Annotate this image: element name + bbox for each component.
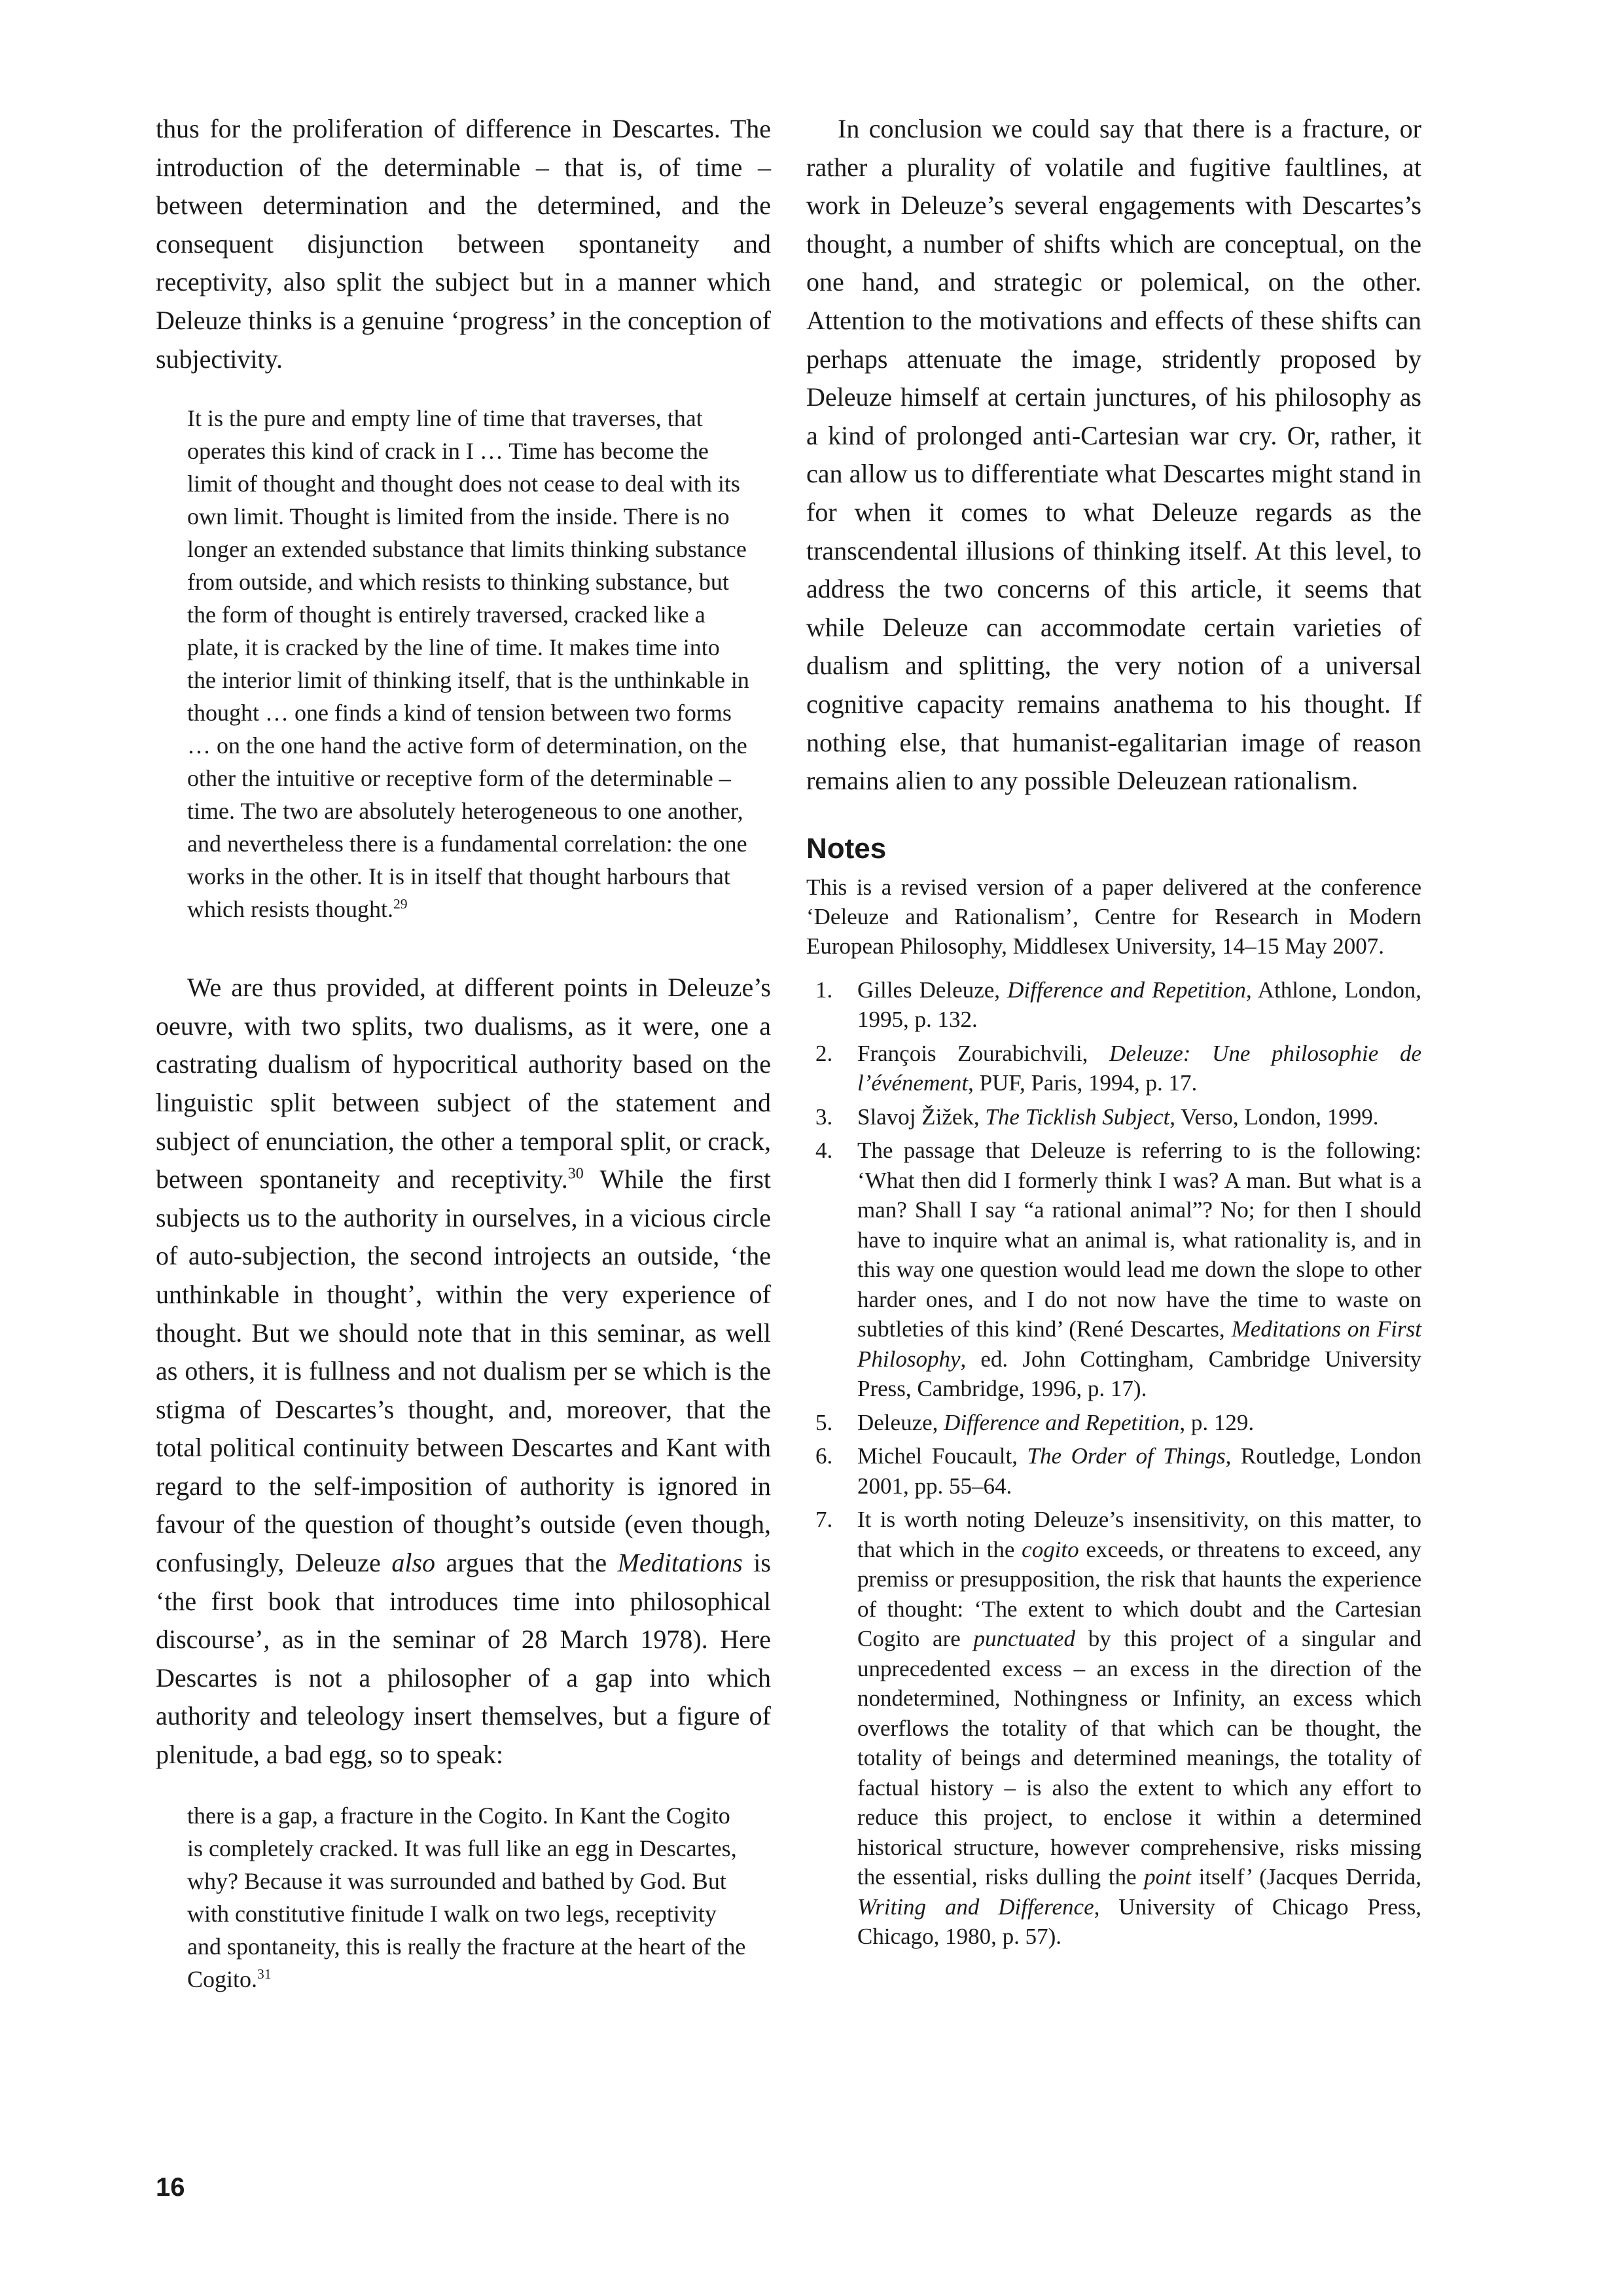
note-number: 3. <box>815 1103 833 1130</box>
note-text: It is worth noting Deleuze’s insensitivity, on this matter, to that which in the <box>857 1507 1421 1562</box>
conclusion-paragraph: In conclusion we could say that there is a fracture, or rather a plurality of volatile and fugitive faultlines, at work in Deleuze’s several engagements with Descartes’s thought, a number of shifts which are conceptual, on the one hand, and strategic or polemical, on the other. Attention to the motivations and effects of these shifts can perhaps attenuate the image, stridently proposed by Deleuze himself at certain junctures, of his philosophy as a kind of prolonged anti-Cartesian war cry. Or, rather, it can allow us to differentiate what Descartes might stand in for when it comes to what Deleuze regards as the transcendental illusions of thinking itself. At this level, to address the two concerns of this article, it seems that while Deleuze can accommodate certain varieties of dualism and splitting, the very notion of a universal cognitive capacity remains anathema to his thought. If nothing else, that humanist-egalitarian image of reason remains alien to any possible Deleuzean rationalism. <box>806 114 1421 796</box>
note-number: 1. <box>815 977 833 1003</box>
note-number: 7. <box>815 1507 833 1533</box>
note-text: , Verso, London, 1999. <box>1169 1103 1379 1130</box>
emphasis: point <box>1144 1864 1192 1890</box>
note-text: , Athlone, London, 1995, p. 132. <box>857 977 1421 1033</box>
notes-list <box>806 975 1421 1952</box>
note-item <box>806 1441 1421 1501</box>
emphasis: cogito <box>1022 1536 1079 1562</box>
book-title: Deleuze: Une philosophie de l’événement <box>857 1040 1421 1096</box>
note-text: Slavoj Žižek, <box>857 1103 986 1130</box>
footnote-ref[interactable]: 30 <box>567 1165 584 1183</box>
note-text: Gilles Deleuze, <box>857 977 1008 1003</box>
body-paragraph <box>156 969 771 1774</box>
note-text: François Zourabichvili, <box>857 1040 1110 1066</box>
note-number: 4. <box>815 1138 833 1164</box>
book-title: The Order of Things <box>1027 1443 1226 1469</box>
note-item <box>806 975 1421 1035</box>
note-text: exceeds, or threatens to exceed, any premiss or presupposition, the risk that haunts the experience of thought: ‘The extent to which doubt and the Cartesian Cogito are <box>857 1536 1421 1652</box>
notes-heading: Notes <box>806 832 887 865</box>
note-text: , PUF, Paris, 1994, p. 17. <box>968 1070 1198 1096</box>
book-title: Difference and Repetition <box>1007 977 1246 1003</box>
note-number: 5. <box>815 1409 833 1435</box>
note-item <box>806 1505 1421 1952</box>
book-title: Meditations <box>617 1548 743 1578</box>
note-text: by this project of a singular and unprecedented excess – an excess in the direction of the nondetermined, Nothingness or Infinity, an excess which overflows the totality of that which can be thought, the totality of beings and determined meanings, the totality of factual history – is also the extent to which any effort to reduce this project, to enclose it within a determined historical structure, however comprehensive, risks missing the essential, risks dulling the <box>857 1626 1421 1890</box>
paragraph-text: While the first subjects us to the authority in ourselves, in a vicious circle of auto-subjection, the second introjects an outside, ‘the unthinkable in thought’, within the very experience of thought. But we should note that in this seminar, as well as others, it is fullness and not dualism per se which is the stigma of Descartes’s thought, and, moreover, that the total political continuity between Descartes and Kant with regard to the self-imposition of authority is ignored in favour of the question of thought’s outside (even though, confusingly, Deleuze <box>156 1164 771 1578</box>
quote-text: there is a gap, a fracture in the Cogito. In Kant the Cogito is completely cracked. It was full like an egg in Descartes, why? Because it was surrounded and bathed by God. But with constitutive finitude I walk on two legs, receptivity and spontaneity, this is really the fracture at the heart of the Cogito. <box>187 1802 746 1992</box>
book-title: Writing and Difference <box>857 1893 1094 1920</box>
note-item <box>806 1039 1421 1098</box>
block-quote <box>156 402 750 925</box>
emphasis: also <box>391 1548 436 1578</box>
left-column <box>156 110 771 1996</box>
note-text: , p. 129. <box>1179 1409 1255 1435</box>
block-quote <box>156 1799 750 1996</box>
quote-text: It is the pure and empty line of time that traverses, that operates this kind of crack in I … Time has become the limit of thought and thought does not cease to deal with its own limit. Thought is limited from the inside. There is no longer an extended substance that limits thinking substance from outside, and which resists to thinking substance, but the form of thought is entirely traversed, cracked like a plate, it is cracked by the line of time. It makes time into the interior limit of thinking itself, that is the unthinkable in thought … one finds a kind of tension between two forms … on the one hand the active form of determination, on the other the intuitive or receptive form of the determinable – time. The two are absolutely heterogeneous to one another, and nevertheless there is a fundamental correlation: the one works in the other. It is in itself that thought harbours that which resists thought. <box>187 405 749 923</box>
paragraph-text: argues that the <box>435 1548 618 1578</box>
note-text: The passage that Deleuze is referring to is the following: ‘What then did I formerly think I was? A man. But what is a man? Shall I say “a rational animal”? No; for then I should have to inquire what an animal is, what rationality is, and in this way one question would lead me down the slope to other harder ones, and I do not now have the time to waste on subtleties of this kind’ (René Descartes, <box>857 1138 1421 1342</box>
note-number: 2. <box>815 1040 833 1066</box>
note-item <box>806 1102 1421 1132</box>
body-paragraph: thus for the proliferation of difference in Descartes. The introduction of the determinable – that is, of time – between determination and the determined, and the consequent disjunction between spontaneity and receptivity, also split the subject but in a manner which Deleuze thinks is a genuine ‘progress’ in the conception of subjectivity. <box>156 114 771 374</box>
note-number: 6. <box>815 1443 833 1469</box>
footnote-ref[interactable]: 31 <box>257 1965 272 1982</box>
book-title: The Ticklish Subject <box>985 1103 1170 1130</box>
footnote-ref[interactable]: 29 <box>393 896 408 912</box>
book-title: Difference and Repetition <box>944 1409 1180 1435</box>
note-item <box>806 1136 1421 1404</box>
paragraph-text: is ‘the first book that introduces time into philosophical discourse’, as in the seminar of 28 March 1978). Here Descartes is not a philosopher of a gap into which authority and teleology insert themselves, but a figure of plenitude, a bad egg, so to speak: <box>156 1548 771 1770</box>
right-column <box>806 110 1421 1956</box>
page-number: 16 <box>156 2173 185 2202</box>
note-text: Michel Foucault, <box>857 1443 1027 1469</box>
notes-intro: This is a revised version of a paper delivered at the conference ‘Deleuze and Rationalism’, Centre for Research in Modern European Philosophy, Middlesex University, 14–15 May 2007. <box>806 874 1421 959</box>
note-text: , Routledge, London 2001, pp. 55–64. <box>857 1443 1422 1499</box>
note-text: , University of Chicago Press, Chicago, 1980, p. 57). <box>857 1893 1421 1950</box>
note-text: itself’ (Jacques Derrida, <box>1191 1864 1422 1890</box>
note-item <box>806 1408 1421 1438</box>
paragraph-text: We are thus provided, at different points in Deleuze’s oeuvre, with two splits, two dualisms, as it were, one a castrating dualism of hypocritical authority based on the linguistic split between subject of the statement and subject of enunciation, the other a temporal split, or crack, between spontaneity and receptivity. <box>156 973 771 1194</box>
book-title: Meditations on First Philosophy <box>857 1316 1421 1372</box>
emphasis: punctuated <box>973 1626 1076 1652</box>
note-text: Deleuze, <box>857 1409 944 1435</box>
note-text: , ed. John Cottingham, Cambridge University Press, Cambridge, 1996, p. 17). <box>857 1346 1421 1402</box>
